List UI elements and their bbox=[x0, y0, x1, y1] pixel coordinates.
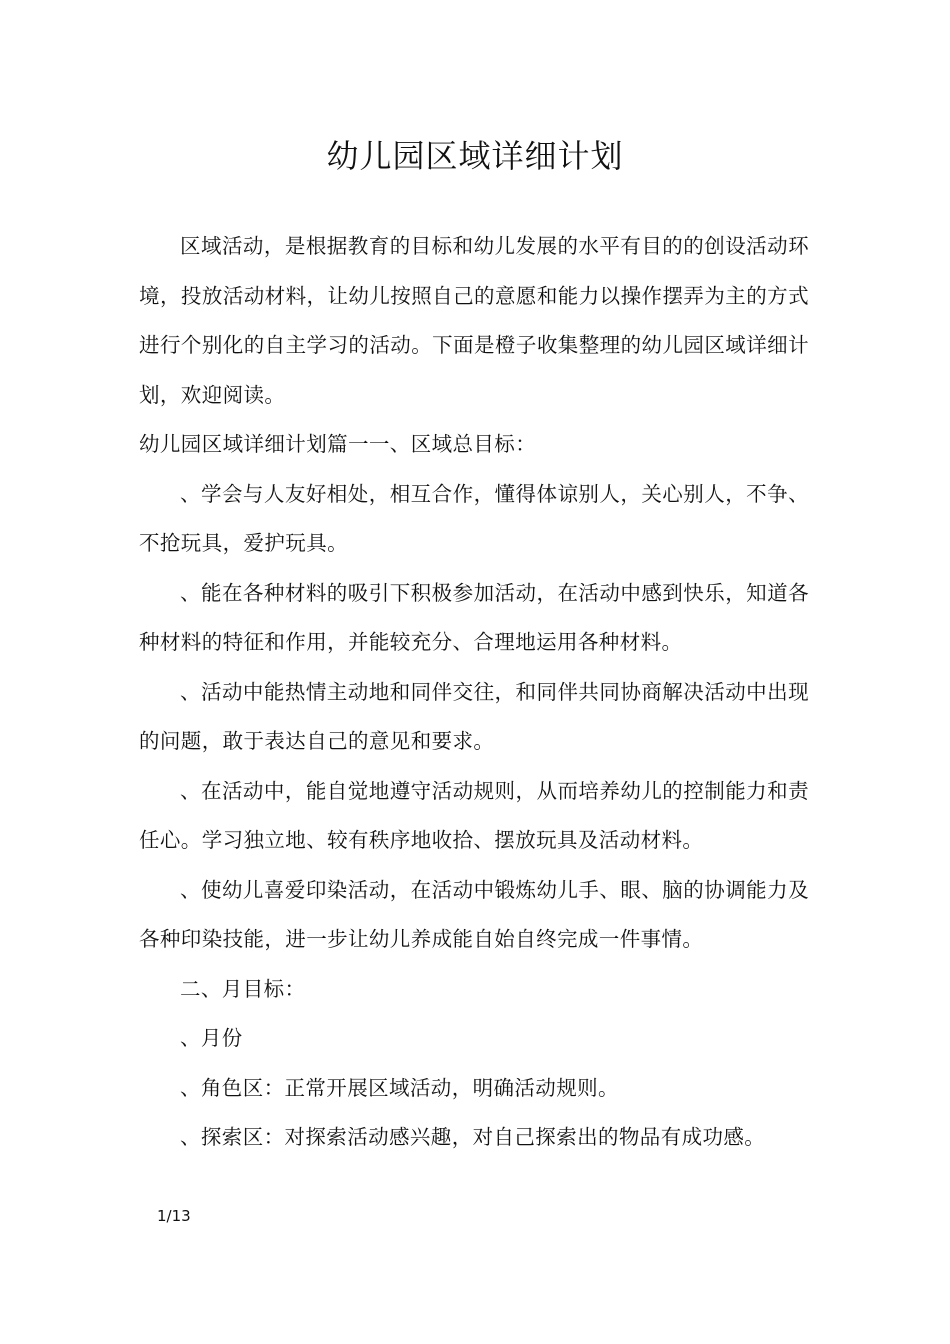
document-title: 幼儿园区域详细计划 bbox=[326, 137, 624, 175]
month-item: 、月份 bbox=[180, 1026, 243, 1050]
page-number: 1/13 bbox=[157, 1207, 191, 1225]
intro-paragraph: 区域活动，是根据教育的目标和幼儿发展的水平有目的的创设活动环境，投放活动材料，让幼儿按照自己的意愿和能力以操作摆弄为主的方式进行个别化的自主学习的活动。下面是橙子收集整理的幼儿园区域详细计划，欢迎阅读。 bbox=[139, 234, 809, 407]
goal-item-2: 、能在各种材料的吸引下积极参加活动，在活动中感到快乐，知道各种材料的特征和作用，并能较充分、合理地运用各种材料。 bbox=[139, 580, 809, 654]
role-area-item: 、角色区：正常开展区域活动，明确活动规则。 bbox=[180, 1075, 619, 1100]
monthly-goals-heading: 二、月目标： bbox=[180, 976, 306, 1001]
goal-item-5: 、使幼儿喜爱印染活动，在活动中锻炼幼儿手、眼、脑的协调能力及各种印染技能，进一步让幼儿养成能自始自终完成一件事情。 bbox=[139, 877, 809, 951]
exploration-area-item: 、探索区：对探索活动感兴趣，对自己探索出的物品有成功感。 bbox=[180, 1125, 766, 1149]
goal-item-1: 、学会与人友好相处，相互合作，懂得体谅别人，关心别人，不争、不抢玩具，爱护玩具。 bbox=[139, 481, 809, 555]
section-heading-paragraph: 幼儿园区域详细计划篇一一、区域总目标： bbox=[139, 432, 537, 456]
document-body bbox=[139, 222, 809, 1163]
goal-item-3: 、活动中能热情主动地和同伴交往，和同伴共同协商解决活动中出现的问题，敢于表达自己的意见和要求。 bbox=[139, 679, 809, 753]
goal-item-4: 、在活动中，能自觉地遵守活动规则，从而培养幼儿的控制能力和责任心。学习独立地、较有秩序地收拾、摆放玩具及活动材料。 bbox=[139, 778, 809, 852]
